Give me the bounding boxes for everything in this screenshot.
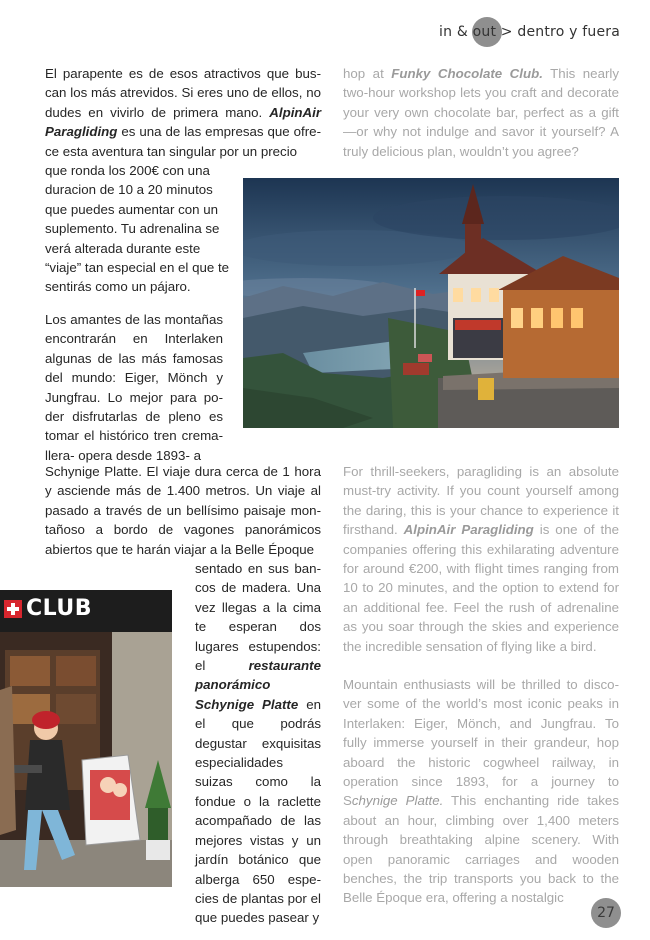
header-part-3: entro y fuera — [526, 24, 620, 40]
en-top-a: hop at — [343, 66, 392, 81]
spanish-paragraph-1-cont — [45, 161, 231, 297]
english-paragraph-2 — [343, 675, 619, 908]
mountain-chalet-photo — [243, 178, 619, 428]
es-p2-side-a: sentado en sus bancos de madera. Una vez llegas a la cima te esperan dos lugares estupendos: el — [195, 561, 321, 674]
en-chocolate-club-name: Funky Chocolate Club. — [391, 66, 543, 81]
en-p1-a: For thrill-seekers, paragliding is an absolute must-try activity. If you count yourself among the daring, this is your chance to experience it firsthand. — [343, 464, 619, 538]
header-part-2: ut > d — [481, 24, 527, 40]
es-p2-wide: Schynige Platte. El viaje dura cerca de 1 hora y asciende más de 1.400 metros. Un viaje al pasado a través de un bellísimo paisaje montañoso a bordo de vagones panorámicos abiertos que te harán viajar a la Belle Époque — [45, 464, 321, 557]
en-p1-brand: AlpinAir Paragliding — [403, 522, 534, 538]
en-p2-b: This enchanting ride takes about an hour, climbing over 1,400 meters through breathtaking alpine scenery. With open panoramic carriages and wooden benches, the trip transports you back to the Belle Époque era, offering a nostalgic — [343, 793, 619, 906]
es-p1-brand: AlpinAir Paragliding — [45, 104, 321, 140]
spanish-paragraph-2-wide — [45, 462, 321, 559]
en-p1-b: is one of the companies offering this exhilarating adventure for around €200, with flight times ranging from 10 to 20 minutes, and the option to extend for an additional fee. Feel the rush of adrenaline as you soar through the skies and experience the incredible sensation of flying like a bird. — [343, 522, 620, 654]
es-p2-side-c: en el que podrás degustar exquisitas especialidades suizas como la fondue o la raclette acompañado de las mejores vistas y un jardín botánico que alberga 650 especies de plantas por el que puedes pasear y — [195, 696, 321, 926]
spanish-paragraph-1 — [45, 64, 321, 161]
header-part-1: in & o — [439, 24, 482, 40]
es-p1-intro: El parapente es de esos atractivos que buscan los más atrevidos. Si eres uno de ellos, no dudes en vivirlo de primera mano. — [45, 66, 321, 120]
page-number: 27 — [591, 898, 621, 928]
section-header — [439, 14, 620, 50]
club-sign-text: CLUB — [26, 596, 93, 621]
chocolate-club-storefront-photo — [0, 590, 172, 887]
es-p1-rest: es una de las empresas que ofrece esta aventura tan singular por un precio — [45, 124, 321, 159]
en-p2-a: Mountain enthusiasts will be thrilled to discover some of the world’s most iconic peaks in Interlaken: Eiger, Mönch, and Jungfrau. To fully immerse yourself in their grandeur, hop aboard the historic cogwheel railway, in operation since 1893, for a journey to S — [343, 677, 619, 809]
spanish-paragraph-2 — [45, 310, 223, 465]
spanish-paragraph-2-side — [195, 559, 321, 928]
es-restaurant-name: restaurante panorámico Schynige Platte — [195, 658, 321, 712]
english-paragraph-1 — [343, 462, 619, 656]
en-p2-place: chynige Platte. — [351, 793, 444, 809]
en-top-b: This nearly two-hour workshop lets you craft and decorate your very own chocolate bar, perfect as a gift—or why not indulge and savor it yourself? A truly delicious plan, wouldn’t you agree? — [343, 66, 619, 159]
english-paragraph-top — [343, 64, 619, 161]
es-p2-narrow: Los amantes de las montañas encontrarán en Interlaken algunas de las más famosas del mundo: Eiger, Mönch y Jungfrau. Lo mejor para poder disfrutarlas de pleno es tomar el histórico tren cremallera- opera desde 1893- a — [45, 312, 223, 463]
es-p1-cont: que ronda los 200€ con una duracion de 10 a 20 minutos que puedes aumentar con un suplemento. Tu adrenalina se verá alterada durante este “viaje” tan especial en el que te sentirás como un pájaro. — [45, 163, 230, 295]
